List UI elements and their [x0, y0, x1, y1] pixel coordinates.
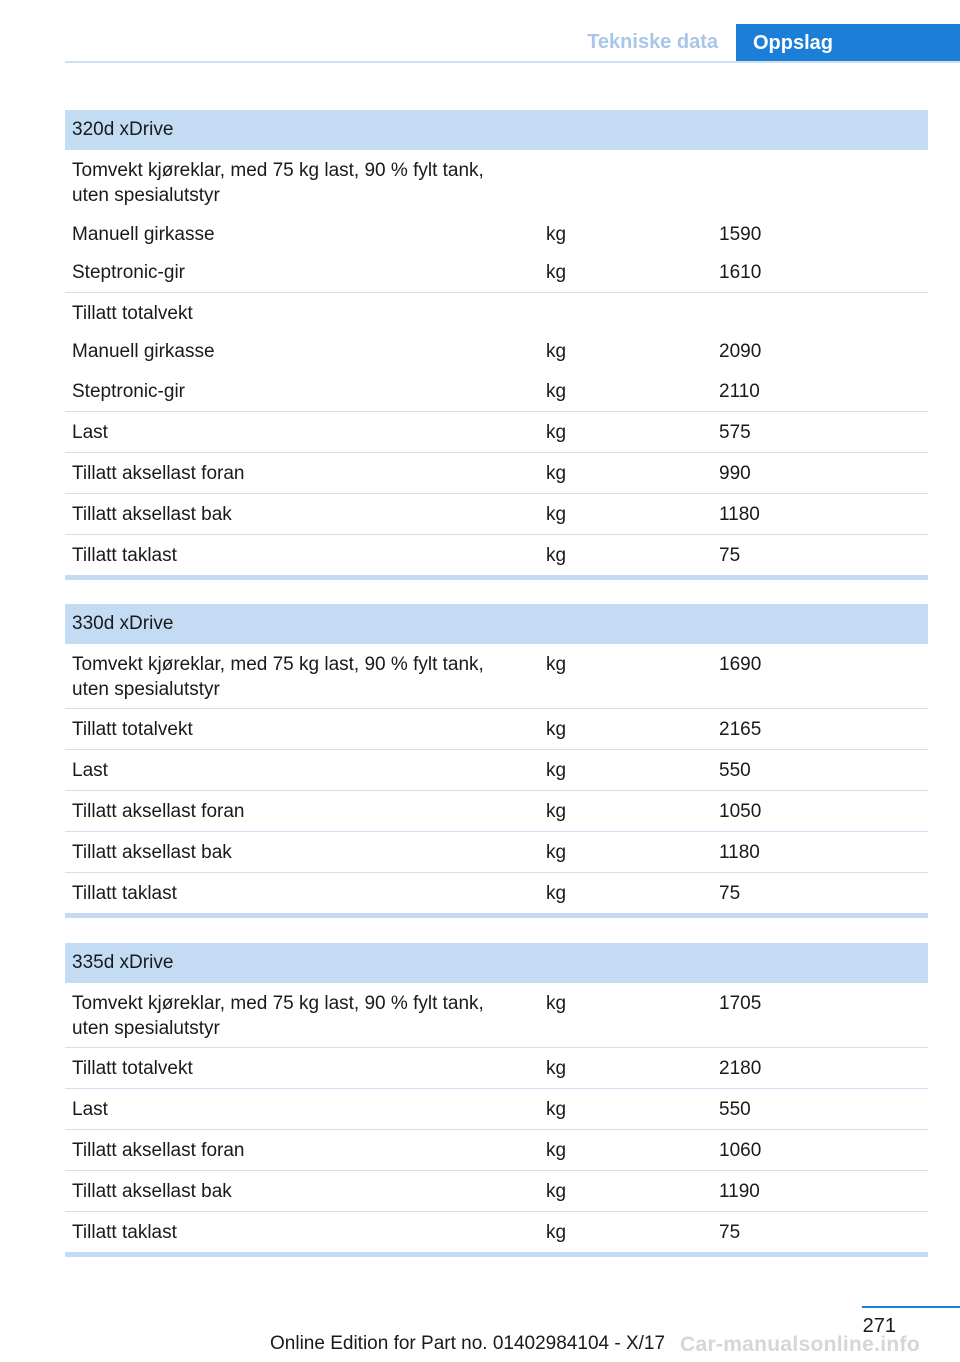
table-row: [65, 1047, 928, 1088]
table-row: [65, 411, 928, 452]
row-label: Last: [72, 1099, 108, 1120]
row-value: 550: [719, 1099, 751, 1120]
table-row: [65, 292, 928, 331]
row-label: Tillatt aksellast bak: [72, 842, 232, 863]
page-number: 271: [862, 1315, 896, 1337]
spec-table-330d: [65, 604, 928, 918]
row-label: Tillatt totalvekt: [72, 1058, 193, 1079]
row-value: 1690: [719, 654, 762, 675]
row-unit: kg: [546, 341, 567, 362]
row-value: 2090: [719, 341, 762, 362]
table-row: [65, 534, 928, 573]
table-row: [65, 452, 928, 493]
row-label: Tillatt aksellast foran: [72, 1140, 245, 1161]
row-value: 75: [719, 1222, 741, 1243]
row-label: Manuell girkasse: [72, 224, 215, 245]
row-unit: kg: [546, 842, 567, 863]
row-unit: kg: [546, 463, 567, 484]
row-label: Tillatt taklast: [72, 1222, 177, 1243]
row-unit: kg: [546, 654, 567, 675]
row-label: Tillatt aksellast bak: [72, 1181, 232, 1202]
table-row: [65, 708, 928, 749]
row-unit: kg: [546, 1099, 567, 1120]
row-value: 1050: [719, 801, 762, 822]
row-unit: kg: [546, 504, 567, 525]
row-value: 75: [719, 545, 741, 566]
table-end-bar: [65, 913, 928, 918]
table-row: [65, 749, 928, 790]
header-divider: [65, 61, 960, 63]
table-end-bar: [65, 575, 928, 580]
row-unit: kg: [546, 1058, 567, 1079]
table-row: [65, 371, 928, 411]
footer-accent-line: [862, 1306, 960, 1308]
row-unit: kg: [546, 801, 567, 822]
row-label: Manuell girkasse: [72, 341, 215, 362]
row-value: 1590: [719, 224, 762, 245]
row-value: 75: [719, 883, 741, 904]
row-label: Tomvekt kjøreklar, med 75 kg last, 90 % fylt tank, uten spesialutstyr: [72, 160, 484, 206]
row-value: 1610: [719, 262, 762, 283]
row-value: 2165: [719, 719, 762, 740]
row-label: Tillatt totalvekt: [72, 303, 193, 324]
row-label: Steptronic-gir: [72, 262, 185, 283]
row-label: Tillatt taklast: [72, 545, 177, 566]
row-label: Tillatt aksellast foran: [72, 801, 245, 822]
table-row: [65, 331, 928, 371]
table-row: [65, 214, 928, 252]
row-value: 1180: [719, 842, 760, 863]
table-row: [65, 1170, 928, 1211]
row-unit: kg: [546, 883, 567, 904]
row-label: Tillatt aksellast bak: [72, 504, 232, 525]
row-value: 990: [719, 463, 751, 484]
row-unit: kg: [546, 224, 567, 245]
table-row: [65, 1129, 928, 1170]
table-title: 320d xDrive: [65, 110, 928, 150]
section-title-tekniske-data[interactable]: Tekniske data: [587, 31, 718, 53]
table-row: [65, 493, 928, 534]
table-row: [65, 252, 928, 292]
row-unit: kg: [546, 381, 567, 402]
row-unit: kg: [546, 422, 567, 443]
spec-table-320d: [65, 110, 928, 580]
row-label: Tillatt totalvekt: [72, 719, 193, 740]
table-end-bar: [65, 1252, 928, 1257]
row-unit: kg: [546, 1140, 567, 1161]
row-label: Tillatt aksellast foran: [72, 463, 245, 484]
table-row: [65, 1088, 928, 1129]
edition-note: Online Edition for Part no. 01402984104 - X/17: [270, 1333, 666, 1354]
table-row: [65, 790, 928, 831]
table-title: 335d xDrive: [65, 943, 928, 983]
row-label: Tomvekt kjøreklar, med 75 kg last, 90 % fylt tank, uten spesialutstyr: [72, 654, 484, 700]
row-value: 1060: [719, 1140, 762, 1161]
spec-table-335d: [65, 943, 928, 1257]
table-row: [65, 983, 928, 1047]
row-label: Tomvekt kjøreklar, med 75 kg last, 90 % fylt tank, uten spesialutstyr: [72, 993, 484, 1039]
row-value: 550: [719, 760, 751, 781]
row-label: Last: [72, 422, 108, 443]
row-label: Tillatt taklast: [72, 883, 177, 904]
tab-oppslag[interactable]: Oppslag: [736, 24, 960, 63]
row-unit: kg: [546, 1181, 567, 1202]
row-unit: kg: [546, 719, 567, 740]
row-value: 2110: [719, 381, 760, 402]
page-header: [0, 24, 960, 62]
row-value: 1705: [719, 993, 762, 1014]
row-value: 2180: [719, 1058, 762, 1079]
row-unit: kg: [546, 545, 567, 566]
row-unit: kg: [546, 760, 567, 781]
row-unit: kg: [546, 262, 567, 283]
table-row: [65, 872, 928, 911]
row-label: Last: [72, 760, 108, 781]
row-unit: kg: [546, 993, 567, 1014]
row-label: Steptronic-gir: [72, 381, 185, 402]
table-title: 330d xDrive: [65, 604, 928, 644]
watermark: Car-manualsonline.info: [680, 1333, 920, 1356]
row-unit: kg: [546, 1222, 567, 1243]
row-value: 575: [719, 422, 751, 443]
row-value: 1180: [719, 504, 760, 525]
table-row: [65, 644, 928, 708]
table-row: [65, 1211, 928, 1250]
table-row: [65, 831, 928, 872]
table-row: [65, 150, 928, 214]
row-value: 1190: [719, 1181, 760, 1202]
